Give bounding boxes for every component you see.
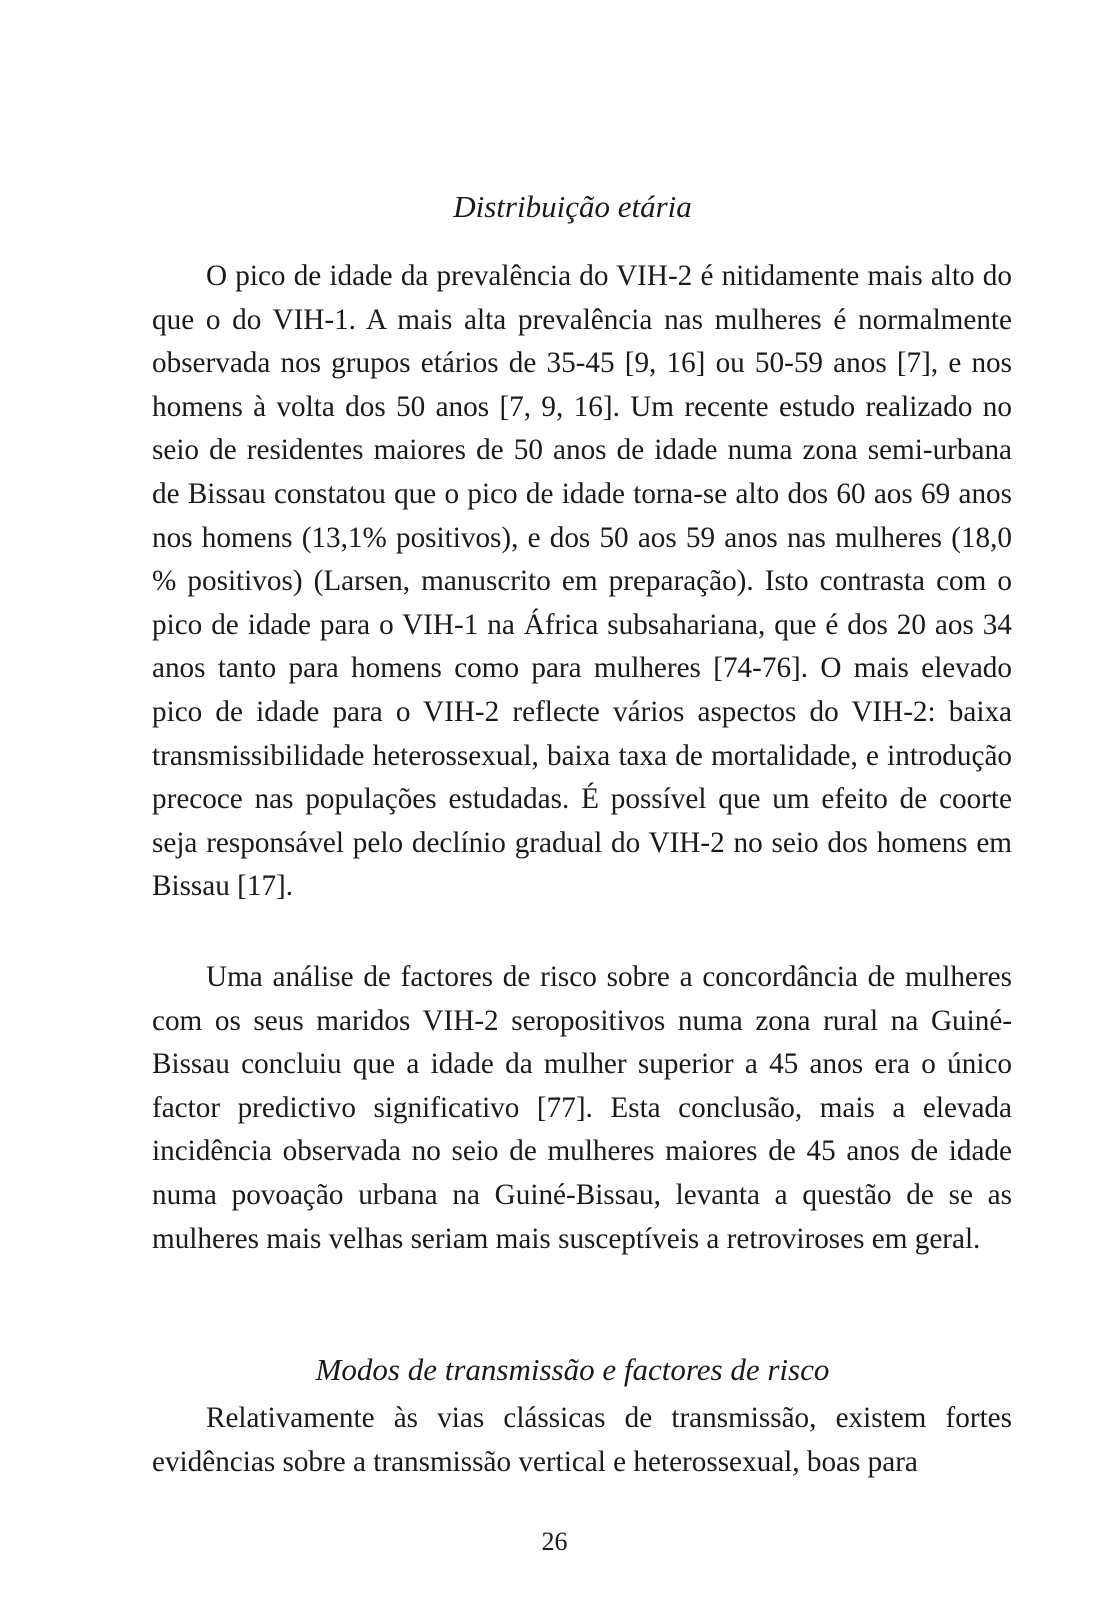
paragraph-age-peak: O pico de idade da prevalência do VIH-2 é nitidamente mais alto do que o do VIH-1. A mais alta prevalência nas mulheres é normalmente observada nos grupos etários de 35-45 [9, 16] ou 50-59 anos [7], e nos homens à volta dos 50 anos [7, 9, 16]. Um recente estudo realizado no seio de residentes maiores de 50 anos de idade numa zona semi-urbana de Bissau constatou que o pico de idade torna-se alto dos 60 aos 69 anos nos homens (13,1% positivos), e dos 50 aos 59 anos nas mulheres (18,0 % positivos) (Larsen, manuscrito em preparação). Isto contrasta com o pico de idade para o VIH-1 na África subsahariana, que é dos 20 aos 34 anos tanto para homens como para mulheres [74-76]. O mais elevado pico de idade para o VIH-2 reflecte vários aspectos do VIH-2: baixa transmissibilidade heterossexual, baixa taxa de mortalidade, e introdução precoce nas populações estudadas. É possível que um efeito de coorte seja responsável pelo declínio gradual do VIH-2 no seio dos homens em Bissau [17].: [152, 260, 1012, 903]
section-heading-transmission-modes: Modos de transmissão e factores de risco: [315, 1352, 830, 1387]
section-heading-age-distribution: Distribuição etária: [453, 189, 692, 224]
paragraph-risk-factor-analysis: Uma análise de factores de risco sobre a concordância de mulheres com os seus maridos VIH-2 seropositivos numa zona rural na Guiné-Bissau concluiu que a idade da mulher superior a 45 anos era o único factor predictivo significativo [77]. Esta conclusão, mais a elevada incidência observada no seio de mulheres maiores de 45 anos de idade numa povoação urbana na Guiné-Bissau, levanta a questão de se as mulheres mais velhas seriam mais susceptíveis a retroviroses em geral.: [152, 961, 1012, 1255]
paragraph-transmission-routes: Relativamente às vias clássicas de transmissão, existem fortes evidências sobre a transmissão vertical e heterossexual, boas para: [152, 1402, 1012, 1478]
page-number: 26: [541, 1527, 568, 1556]
